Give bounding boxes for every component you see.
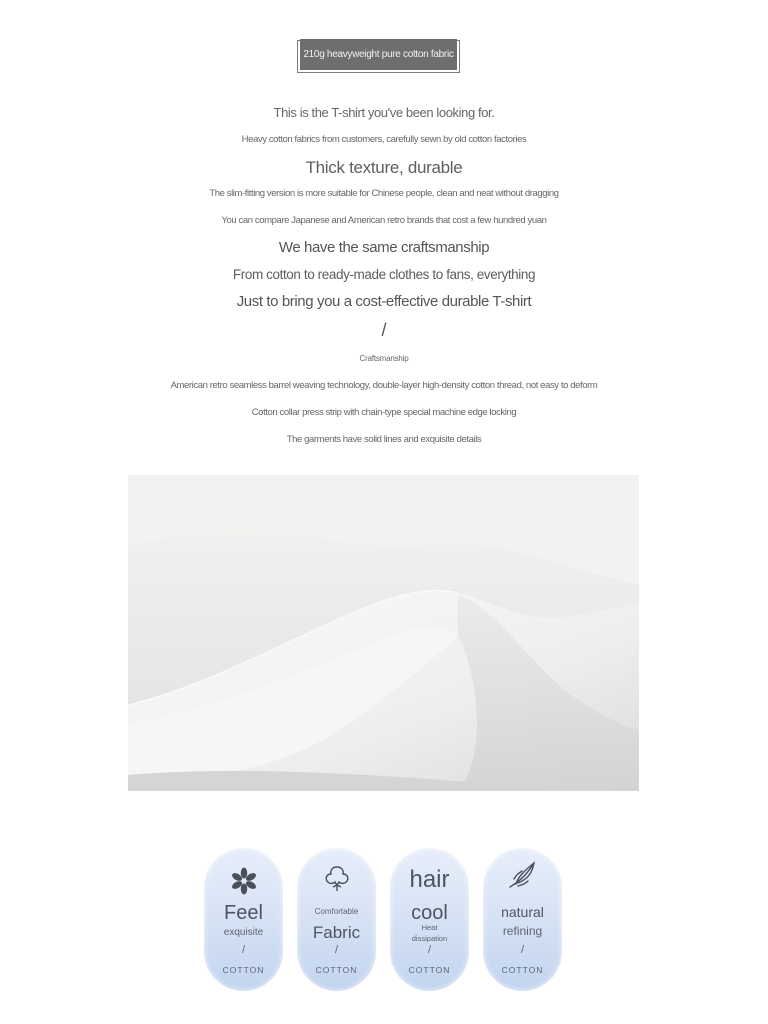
detail-line-1: American retro seamless barrel weaving technology, double-layer high-density cotton thread, not easy to deform (170, 380, 598, 391)
feature-slash: / (334, 944, 339, 956)
feature-subtitle: refining (502, 924, 543, 938)
intro-subline: Heavy cotton fabrics from customers, carefully sewn by old cotton factories (241, 134, 527, 145)
fabric-badge-label: 210g heavyweight pure cotton fabric (300, 39, 457, 70)
feather-icon (483, 859, 562, 891)
feature-title: Fabric (312, 923, 361, 942)
intro-compare-note: You can compare Japanese and American retro brands that cost a few hundred yuan (221, 215, 547, 226)
fabric-closeup-photo (128, 475, 639, 791)
feature-footer: COTTON (315, 965, 358, 975)
feature-slash: / (241, 944, 246, 956)
detail-line-3: The garments have solid lines and exquisite details (286, 434, 482, 445)
intro-headline: This is the T-shirt you've been looking for. (273, 105, 495, 120)
feature-pill-fabric (297, 848, 376, 991)
feature-title: Feel (224, 902, 263, 924)
detail-line-2: Cotton collar press strip with chain-type special machine edge locking (251, 407, 517, 418)
feature-title: cool (411, 902, 448, 924)
feature-footer: COTTON (501, 965, 544, 975)
feature-toptext: hair (409, 866, 450, 893)
feature-subtitle: exquisite (223, 927, 264, 938)
feature-pill-natural (483, 848, 562, 991)
intro-title-thick: Thick texture, durable (305, 158, 463, 177)
cotton-boll-icon (297, 863, 376, 893)
intro-craftsmanship-title: We have the same craftsmanship (278, 239, 490, 256)
intro-everything-line: From cotton to ready-made clothes to fans, everything (232, 267, 536, 282)
feature-pretitle: Comfortable (314, 907, 359, 916)
fabric-badge (297, 40, 460, 73)
feature-footer: COTTON (408, 965, 451, 975)
section-divider-slash: / (381, 320, 387, 340)
flower-icon (204, 867, 283, 895)
intro-fit-note: The slim-fitting version is more suitable for Chinese people, clean and neat without dragging (209, 188, 559, 199)
feature-slash: / (427, 944, 432, 956)
section-label-craftsmanship: Craftsmanship (359, 354, 409, 363)
intro-tagline: Just to bring you a cost-effective durable T-shirt (236, 293, 532, 310)
feature-subtitle: Heat dissipation (411, 923, 448, 943)
feature-slash: / (520, 944, 525, 956)
feature-pill-feel (204, 848, 283, 991)
feature-footer: COTTON (222, 965, 265, 975)
feature-pill-cool (390, 848, 469, 991)
feature-title: natural (501, 904, 544, 920)
